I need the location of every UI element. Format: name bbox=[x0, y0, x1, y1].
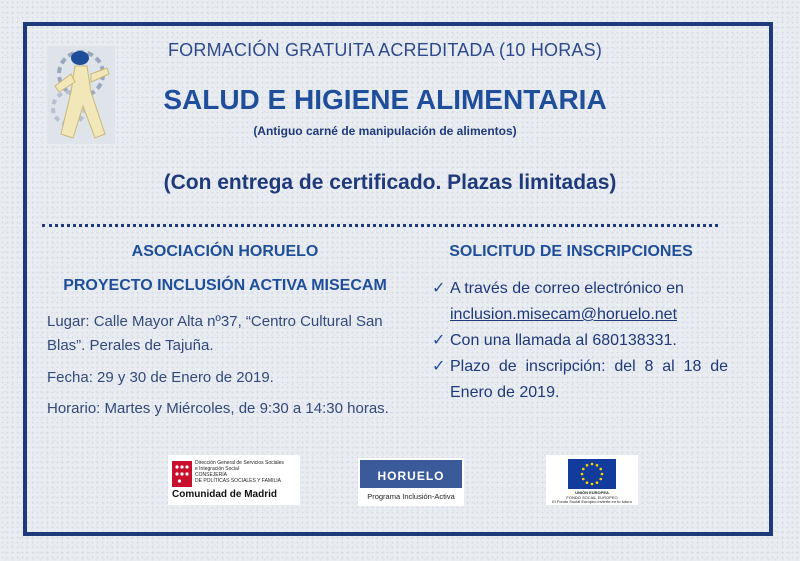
header-line: FORMACIÓN GRATUITA ACREDITADA (10 HORAS) bbox=[167, 40, 603, 60]
registration-list bbox=[432, 276, 728, 406]
date-text: Fecha: 29 y 30 de Enero de 2019. bbox=[47, 369, 274, 386]
list-item bbox=[432, 354, 728, 406]
check-icon: ✓ bbox=[432, 332, 446, 349]
place-text: Lugar: Calle Mayor Alta nº37, “Centro Cultural San Blas”. Perales de Tajuña. bbox=[47, 313, 383, 354]
horuelo-logo: HORUELO Programa Inclusión-Activa bbox=[358, 458, 464, 506]
deadline-text: Plazo de inscripción: del 8 al 18 de Enero de 2019. bbox=[450, 358, 728, 401]
certificate-note: (Con entrega de certificado. Plazas limitadas) bbox=[163, 171, 617, 194]
list-item bbox=[432, 276, 728, 328]
eu-logo: UNIÓN EUROPEA FONDO SOCIAL EUROPEO El Fondo Social Europeo invierte en tu futuro bbox=[546, 455, 638, 505]
dotted-divider bbox=[42, 224, 718, 227]
registration-heading: SOLICITUD DE INSCRIPCIONES bbox=[449, 243, 693, 260]
email-link[interactable]: inclusion.misecam@horuelo.net bbox=[450, 306, 678, 323]
check-icon: ✓ bbox=[432, 280, 446, 297]
comunidad-madrid-logo: Dirección General de Servicios Sociales e Integración Social CONSEJERÍA DE POLÍTICAS SOCIALES Y FAMILIA Comunidad de Madrid bbox=[168, 455, 300, 505]
madrid-flag-icon bbox=[172, 461, 192, 487]
list-item bbox=[432, 328, 728, 354]
phone-text: Con una llamada al 680138331. bbox=[450, 332, 677, 349]
schedule-text: Horario: Martes y Miércoles, de 9:30 a 14:30 horas. bbox=[47, 400, 389, 417]
email-intro: A través de correo electrónico en bbox=[450, 280, 684, 297]
check-icon: ✓ bbox=[432, 358, 446, 375]
org-heading: ASOCIACIÓN HORUELO bbox=[131, 243, 319, 260]
person-logo-icon bbox=[47, 46, 115, 144]
eu-flag-icon bbox=[568, 459, 616, 489]
page-subtitle: (Antiguo carné de manipulación de alimentos) bbox=[253, 124, 517, 138]
project-heading: PROYECTO INCLUSIÓN ACTIVA MISECAM bbox=[63, 277, 387, 294]
page-title: SALUD E HIGIENE ALIMENTARIA bbox=[163, 84, 607, 115]
